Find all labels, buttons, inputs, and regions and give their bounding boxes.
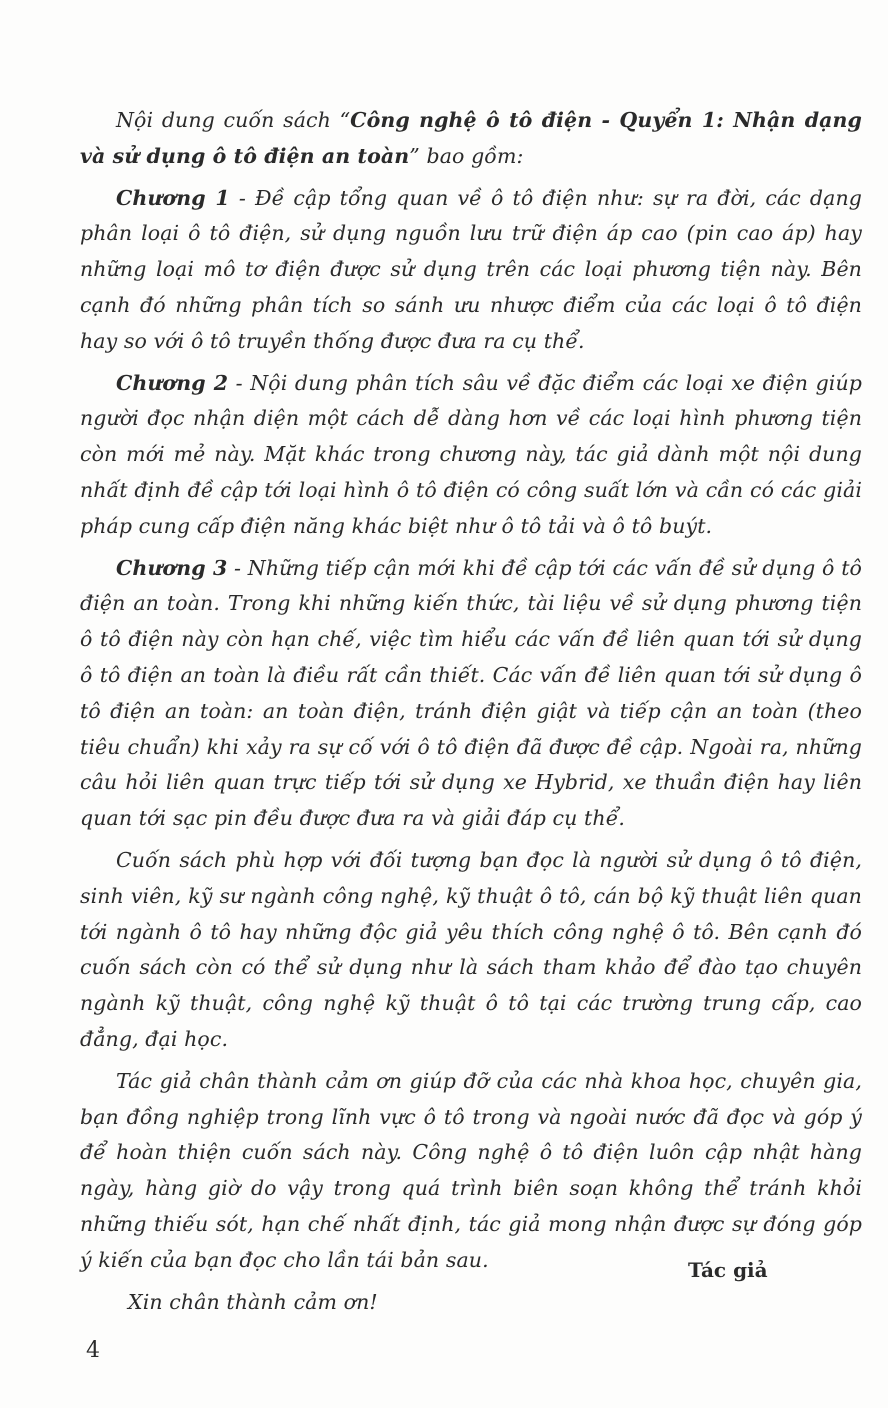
author-signature: Tác giả xyxy=(688,1258,768,1282)
page-body xyxy=(80,103,862,1320)
audience-paragraph: Cuốn sách phù hợp với đối tượng bạn đọc là người sử dụng ô tô điện, sinh viên, kỹ sư ngành công nghệ, kỹ thuật ô tô, cán bộ kỹ thuật liên quan tới ngành ô tô hay những độc giả yêu thích công nghệ ô tô. Bên cạnh đó cuốn sách còn có thể sử dụng như là sách tham khảo để đào tạo chuyên ngành kỹ thuật, công nghệ kỹ thuật ô tô tại các trường trung cấp, cao đẳng, đại học. xyxy=(80,847,862,1051)
chapter-3-label: Chương 3 xyxy=(116,555,228,580)
chapter-2-paragraph xyxy=(80,366,862,545)
chapter-3-text: - Những tiếp cận mới khi đề cập tới các vấn đề sử dụng ô tô điện an toàn. Trong khi những kiến thức, tài liệu về sử dụng phương tiện ô tô điện này còn hạn chế, việc tìm hiểu các vấn đề liên quan tới sử dụng ô tô điện an toàn là điều rất cần thiết. Các vấn đề liên quan tới sử dụng ô tô điện an toàn: an toàn điện, tránh điện giật và tiếp cận an toàn (theo tiêu chuẩn) khi xảy ra sự cố với ô tô điện đã được đề cập. Ngoài ra, những câu hỏi liên quan trực tiếp tới sử dụng xe Hybrid, xe thuần điện hay liên quan tới sạc pin đều được đưa ra và giải đáp cụ thể. xyxy=(80,555,862,831)
gratitude-paragraph: Tác giả chân thành cảm ơn giúp đỡ của các nhà khoa học, chuyên gia, bạn đồng nghiệp trong lĩnh vực ô tô trong và ngoài nước đã đọc và góp ý để hoàn thiện cuốn sách này. Công nghệ ô tô điện luôn cập nhật hàng ngày, hàng giờ do vậy trong quá trình biên soạn không thể tránh khỏi những thiếu sót, hạn chế nhất định, tác giả mong nhận được sự đóng góp ý kiến của bạn đọc cho lần tái bản sau. xyxy=(80,1068,862,1272)
chapter-2-label: Chương 2 xyxy=(116,370,229,395)
chapter-1-label: Chương 1 xyxy=(116,185,230,210)
chapter-1-text: - Đề cập tổng quan về ô tô điện như: sự ra đời, các dạng phân loại ô tô điện, sử dụng nguồn lưu trữ điện áp cao (pin cao áp) hay những loại mô tơ điện được sử dụng trên các loại phương tiện này. Bên cạnh đó những phân tích so sánh ưu nhược điểm của các loại ô tô điện hay so với ô tô truyền thống được đưa ra cụ thể. xyxy=(80,185,862,353)
intro-paragraph xyxy=(80,103,862,175)
chapter-3-paragraph xyxy=(80,551,862,837)
thanks-line: Xin chân thành cảm ơn! xyxy=(128,1289,378,1314)
intro-lead: Nội dung cuốn sách “ xyxy=(116,108,351,132)
page-number: 4 xyxy=(86,1338,100,1363)
intro-tail: ” bao gồm: xyxy=(409,143,524,168)
book-title: Công nghệ ô tô điện - Quyển 1: Nhận dạng và sử dụng ô tô điện an toàn xyxy=(80,108,862,168)
chapter-2-text: - Nội dung phân tích sâu về đặc điểm các loại xe điện giúp người đọc nhận diện một cách dễ dàng hơn về các loại hình phương tiện còn mới mẻ này. Mặt khác trong chương này, tác giả dành một nội dung nhất định đề cập tới loại hình ô tô điện có công suất lớn và cần có các giải pháp cung cấp điện năng khác biệt như ô tô tải và ô tô buýt. xyxy=(80,370,862,538)
chapter-1-paragraph xyxy=(80,181,862,360)
